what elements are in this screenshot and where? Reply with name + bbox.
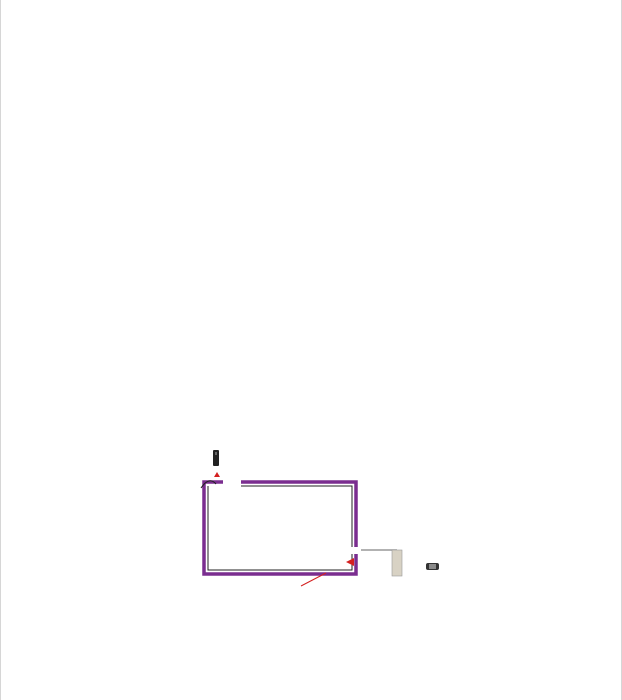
entry-gate	[361, 550, 402, 576]
car-park-diagram	[161, 444, 461, 674]
entry-arrow-icon	[346, 558, 354, 566]
car-park-figure	[161, 444, 461, 674]
car-park-walls	[204, 482, 356, 574]
exit-arrow-icon	[214, 472, 220, 477]
approaching-car	[426, 563, 439, 570]
exit-traffic-light	[213, 450, 219, 466]
